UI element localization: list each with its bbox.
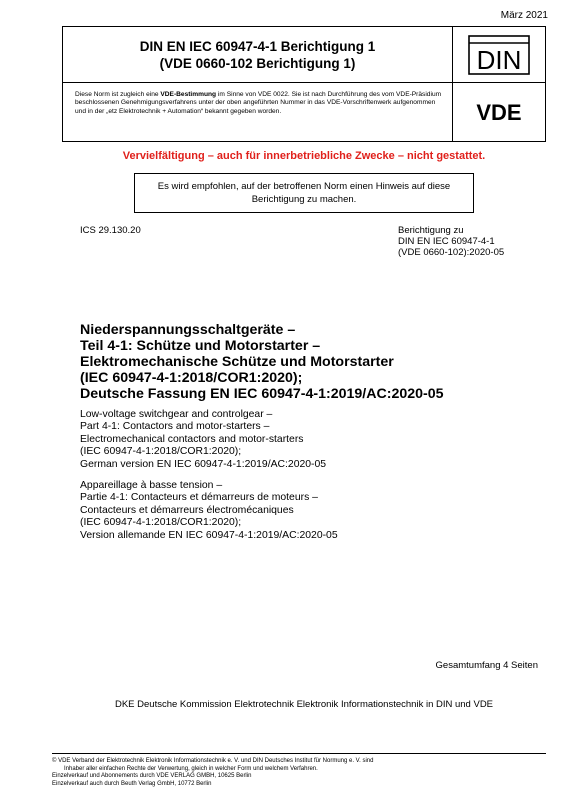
copy-warning: Vervielfältigung – auch für innerbetriebliche Zwecke – nicht gestattet. <box>122 150 486 162</box>
title-fr-line: (IEC 60947-4-1:2018/COR1:2020); <box>80 517 242 529</box>
din-logo-icon <box>468 35 530 75</box>
document-title-line2: (VDE 0660-102 Berichtigung 1) <box>159 55 356 71</box>
title-fr-line: Contacteurs et démarreurs électromécaniques <box>80 504 294 516</box>
title-en-line: Low-voltage switchgear and controlgear – <box>80 409 273 420</box>
title-fr-line: Appareillage à basse tension – <box>80 480 223 491</box>
vde-regulation-note <box>63 83 453 141</box>
note-post: im Sinne von VDE 0022. Sie ist nach Durchführung des vom VDE-Präsidium beschlossenen Genehmigungsverfahrens unter der oben angeführten Nummer in das VDE-Vorschriftenwerk aufgenommen und in der „etz Elektrotechnik + Automation“ bekannt gegeben worden. <box>75 91 442 115</box>
correction-line1: Berichtigung zu <box>398 225 464 236</box>
title-de-line: Teil 4-1: Schütze und Motorstarter – <box>80 338 321 354</box>
din-logo <box>453 27 545 83</box>
title-german <box>80 322 444 402</box>
footer-line: © VDE Verband der Elektrotechnik Elektronik Informationstechnik e. V. und DIN Deutsches Institut für Normung e. V. sind <box>52 758 374 764</box>
footer-divider <box>52 753 546 754</box>
title-en-line: Electromechanical contactors and motor-starters <box>80 433 304 445</box>
footer-line: Einzelverkauf auch durch Beuth Verlag GmbH, 10772 Berlin <box>52 780 212 787</box>
recommendation-line1: Es wird empfohlen, auf der betroffenen Norm einen Hinweis auf diese <box>157 181 451 192</box>
title-de-line: Niederspannungsschaltgeräte – <box>80 322 296 338</box>
title-de-line: Elektromechanische Schütze und Motorstarter <box>80 354 394 370</box>
vde-logo-icon <box>464 100 534 124</box>
document-title <box>63 27 453 83</box>
din-logo-text: DIN <box>476 44 522 75</box>
correction-line2: DIN EN IEC 60947-4-1 <box>398 236 495 247</box>
footer-line: Inhaber aller einfachen Rechte der Verwertung, gleich in welcher Form und welchem Verfahren. <box>64 765 318 772</box>
recommendation-line2: Berichtigung zu machen. <box>251 194 357 205</box>
publication-date: März 2021 <box>500 10 548 21</box>
footer-line: Einzelverkauf und Abonnements durch VDE VERLAG GMBH, 10625 Berlin <box>52 773 252 780</box>
recommendation-box <box>134 173 474 213</box>
title-en-line: German version EN IEC 60947-4-1:2019/AC:2020-05 <box>80 458 327 470</box>
header-box <box>62 26 546 142</box>
title-english <box>80 409 326 471</box>
correction-reference <box>398 225 504 258</box>
title-de-line: Deutsche Fassung EN IEC 60947-4-1:2019/AC:2020-05 <box>80 386 444 402</box>
title-fr-line: Version allemande EN IEC 60947-4-1:2019/AC:2020-05 <box>80 529 338 541</box>
vde-logo <box>453 83 545 141</box>
title-de-line: (IEC 60947-4-1:2018/COR1:2020); <box>80 370 303 386</box>
note-bold: VDE-Bestimmung <box>160 91 217 98</box>
correction-line3: (VDE 0660-102):2020-05 <box>398 247 505 258</box>
total-pages: Gesamtumfang 4 Seiten <box>435 660 538 671</box>
ics-code: ICS 29.130.20 <box>80 225 141 236</box>
title-fr-line: Partie 4-1: Contacteurs et démarreurs de moteurs – <box>80 492 318 504</box>
vde-logo-text: VDE <box>476 100 522 124</box>
footer-copyright <box>52 758 373 788</box>
note-pre: Diese Norm ist zugleich eine <box>75 91 161 98</box>
title-french <box>80 480 338 542</box>
document-title-line1: DIN EN IEC 60947-4-1 Berichtigung 1 <box>139 38 376 54</box>
title-en-line: (IEC 60947-4-1:2018/COR1:2020); <box>80 446 242 458</box>
dke-statement: DKE Deutsche Kommission Elektrotechnik Elektronik Informationstechnik in DIN und VDE <box>114 699 494 710</box>
title-en-line: Part 4-1: Contactors and motor-starters – <box>80 421 270 433</box>
